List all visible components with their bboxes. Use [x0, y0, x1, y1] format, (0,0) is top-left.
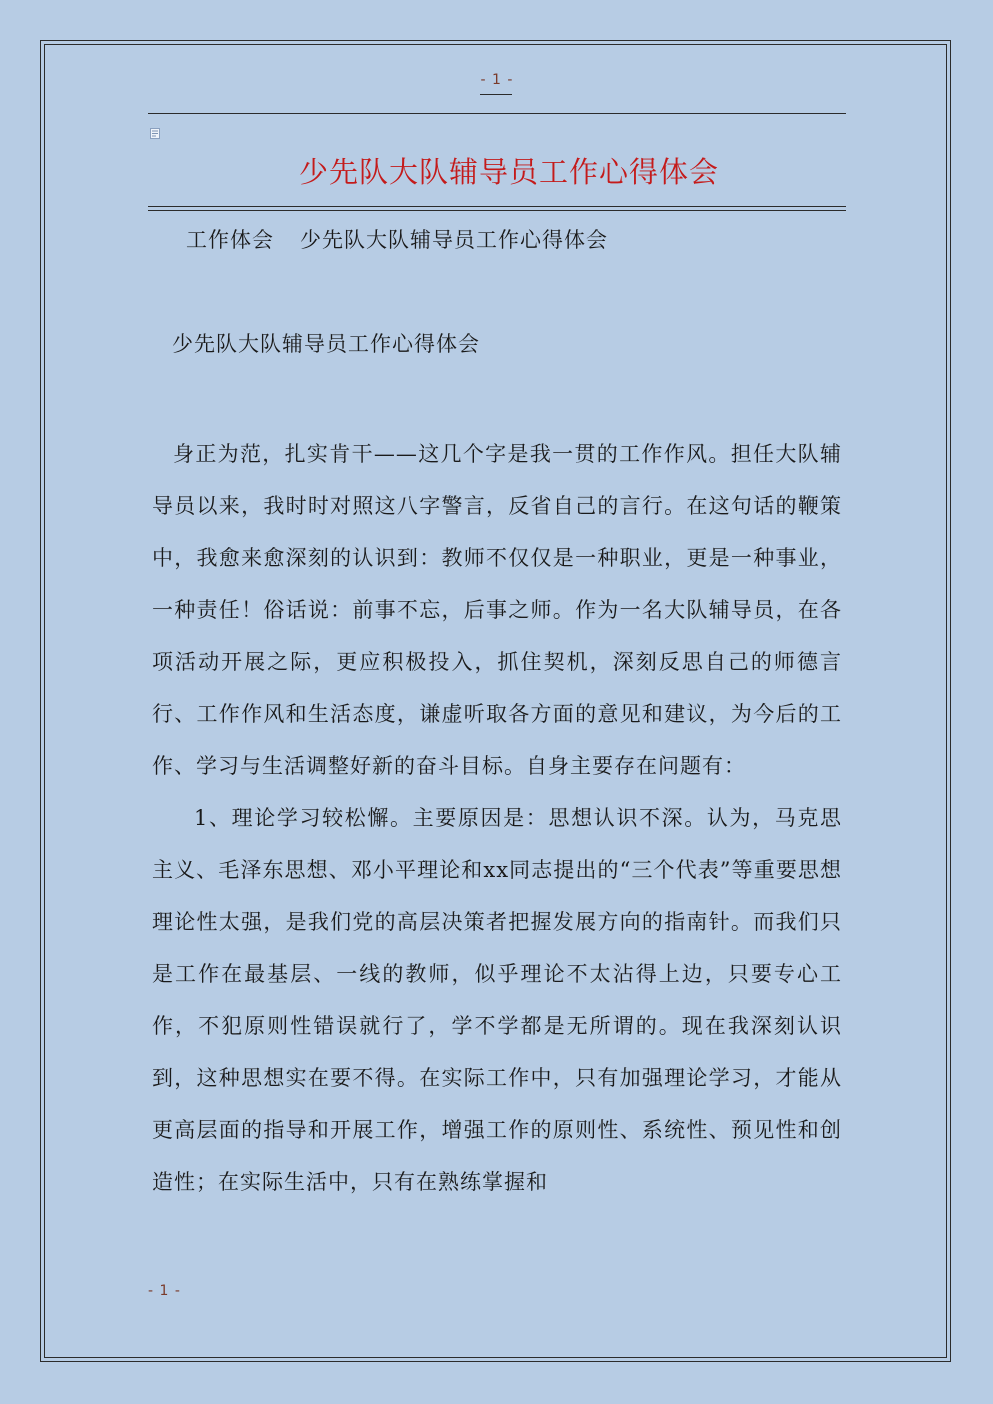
title-rule-bottom: [148, 210, 846, 211]
document-title: 少先队大队辅导员工作心得体会: [298, 155, 719, 189]
document-body: [152, 428, 842, 1208]
header-page-number: - 1 -: [480, 72, 514, 88]
title-rule-top: [148, 206, 846, 207]
document-icon: [150, 128, 160, 139]
header-rule: [148, 113, 846, 114]
document-meta-title: 少先队大队辅导员工作心得体会: [300, 228, 608, 252]
document-subtitle: 少先队大队辅导员工作心得体会: [172, 332, 480, 356]
footer-page-number: - 1 -: [148, 1283, 181, 1299]
document-meta-line: [186, 224, 608, 254]
body-paragraph: 1、理论学习较松懈。主要原因是：思想认识不深。认为，马克思主义、毛泽东思想、邓小平理论和xx同志提出的“三个代表”等重要思想理论性太强，是我们党的高层决策者把握发展方向的指南针。而我们只是工作在最基层、一线的教师，似乎理论不太沾得上边，只要专心工作，不犯原则性错误就行了，学不学都是无所谓的。现在我深刻认识到，这种思想实在要不得。在实际工作中，只有加强理论学习，才能从更高层面的指导和开展工作，增强工作的原则性、系统性、预见性和创造性；在实际生活中，只有在熟练掌握和: [152, 806, 842, 1194]
header-page-underline: [480, 94, 512, 95]
body-paragraph: 身正为范，扎实肯干——这几个字是我一贯的工作作风。担任大队辅导员以来，我时时对照这八字警言，反省自己的言行。在这句话的鞭策中，我愈来愈深刻的认识到：教师不仅仅是一种职业，更是一种事业，一种责任！俗话说：前事不忘，后事之师。作为一名大队辅导员，在各项活动开展之际，更应积极投入，抓住契机，深刻反思自己的师德言行、工作作风和生活态度，谦虚听取各方面的意见和建议，为今后的工作、学习与生活调整好新的奋斗目标。自身主要存在问题有：: [152, 442, 842, 778]
document-category: 工作体会: [186, 228, 274, 252]
